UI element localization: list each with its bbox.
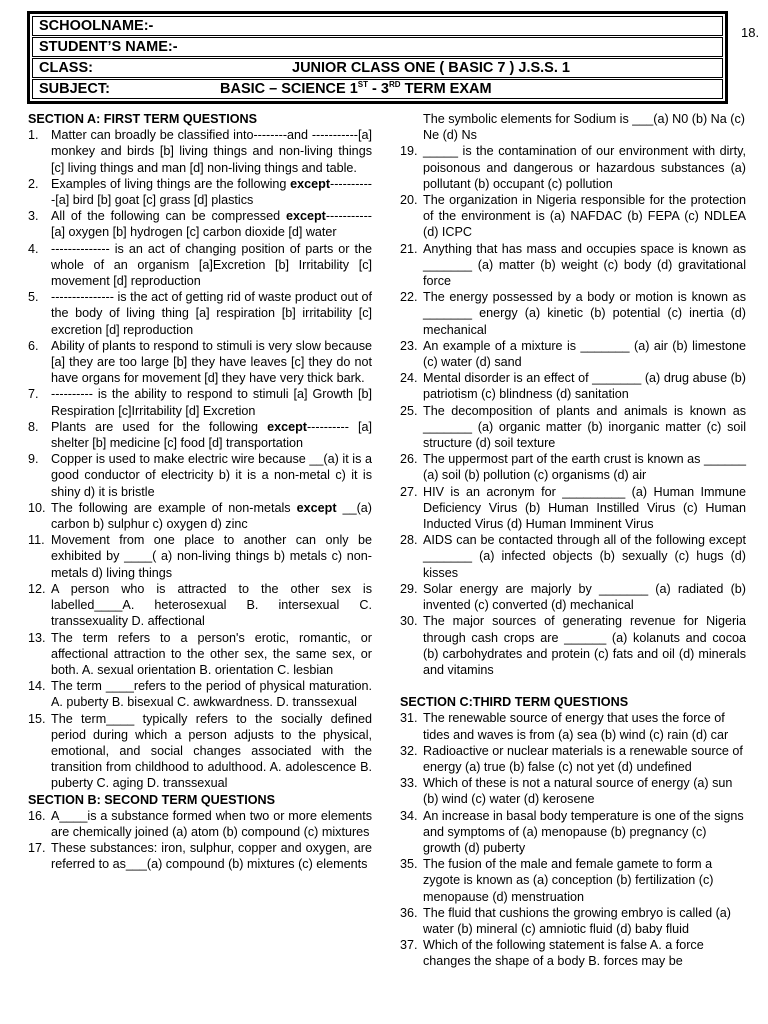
question-number: 37. [400,938,418,953]
question-item [400,192,746,241]
question-number: 23. [400,338,418,353]
question-item [400,808,746,857]
question-text: Mental disorder is an effect of _______ (a) drug abuse (b) patriotism (c) blindness (d) sanitation [423,371,746,402]
section-heading: SECTION C:THIRD TERM QUESTIONS [400,695,629,710]
question-text: Which of the following statement is false A. a force changes the shape of a body B. forces may be [423,938,704,969]
question-item [400,451,746,483]
emphasis-except: except [267,419,307,434]
question-item [400,241,746,290]
question-number: 7. [28,387,39,402]
question-number: 2. [28,176,39,191]
question-text: A____is a substance formed when two or more elements are chemically joined (a) atom (b) compound (c) mixtures [51,808,372,839]
question-item [400,484,746,533]
question-number: 27. [400,484,418,499]
question-number: 12. [28,581,46,596]
exam-header-box [27,11,728,104]
spacer [400,678,746,694]
question-number: 15. [28,711,46,726]
question-number: 17. [28,841,46,856]
question-text: The term ____refers to the period of physical maturation. A. puberty B. bisexual C. awkwardness. D. transsexual [51,679,372,710]
question-item [400,532,746,581]
question-number: 5. [28,290,39,305]
question-text: The energy possessed by a body or motion is known as _______ energy (a) kinetic (b) potential (c) inertia (d) mechanical [423,290,746,337]
question-text: The major sources of generating revenue for Nigeria through cash crops are ______ (a) kolanuts and cocoa (b) carbohydrates and protein (c) fats and oil (d) minerals and vitamins [423,614,746,677]
class-value: JUNIOR CLASS ONE ( BASIC 7 ) J.S.S. 1 [292,60,570,76]
question-number: 28. [400,533,418,548]
question-item [28,338,372,387]
question-text: Matter can broadly be classified into--------and -----------[a] monkey and birds [b] living things and non-living things [c] living things and man [d] non-living things and table. [51,128,372,175]
question-number: 35. [400,857,418,872]
school-name-row [32,16,723,36]
question-text: An example of a mixture is _______ (a) air (b) limestone (c) water (d) sand [423,338,746,370]
question-item [400,905,746,937]
emphasis-except: except [296,500,337,515]
question-item [28,500,372,532]
question-number: 14. [28,679,46,694]
question-number: 36. [400,905,418,920]
question-item [28,808,372,840]
question-number: 29. [400,581,418,596]
question-item [400,581,746,613]
question-text: Examples of living things are the following except-----------[a] bird [b] goat [c] grass [d] plastics [51,176,372,208]
question-number: 26. [400,452,418,467]
question-text: Radioactive or nuclear materials is a renewable source of energy (a) true (b) false (c) not yet (d) undefined [423,743,743,774]
student-name-label: STUDENT’S NAME:- [39,39,178,55]
question-text: Ability of plants to respond to stimuli is very slow because [a] they are too large [b] they have leaves [c] they do not have organs for movement [d] they have very thick bark. [51,338,372,386]
question-item [400,143,746,192]
question-text: Which of these is not a natural source of energy (a) sun (b) wind (c) water (d) kerosene [423,776,733,807]
question-item [28,581,372,630]
question-text: The term refers to a person's erotic, romantic, or affectional attraction to the other sex, the same sex, or both. A. sexual orientation B. orientation C. lesbian [51,630,372,677]
question-item [28,176,372,208]
question-number: 31. [400,711,418,726]
question-text: Copper is used to make electric wire because __(a) it is a good conductor of electricity b) it is a non-metal c) it is shiny d) it is bristle [51,452,372,499]
section-heading: SECTION B: SECOND TERM QUESTIONS [28,792,275,807]
question-text: Solar energy are majorly by _______ (a) radiated (b) invented (c) converted (d) mechanical [423,581,746,613]
question-item [400,613,746,678]
question-text: The decomposition of plants and animals is known as _______ (a) organic matter (b) inorganic matter (c) soil structure (d) soil texture [423,403,746,451]
question-text: An increase in basal body temperature is one of the signs and symptoms of (a) menopause (b) pregnancy (c) growth (d) puberty [423,808,744,855]
question-number: 1. [28,128,39,143]
question-text: Movement from one place to another can only be exhibited by ____( a) non-living things b) metals c) non-metals d) living things [51,533,372,580]
question-text: The uppermost part of the earth crust is known as ______ (a) soil (b) pollution (c) organisms (d) air [423,452,746,483]
question-number: 22. [400,290,418,305]
question-text: A person who is attracted to the other sex is labelled____A. heterosexual B. intersexual C. transsexuality D. affectional [51,581,372,629]
question-item [400,856,746,905]
question-number: 13. [28,630,46,645]
question-number: 34. [400,808,418,823]
question-item [28,532,372,581]
student-name-row [32,37,723,57]
question-item [400,289,746,338]
question-text: -------------- is an act of changing position of parts or the whole of an organism [a]Excretion [b] Irritability [c] movement [d] reproduction [51,241,372,289]
question-text: ---------- is the ability to respond to stimuli [a] Growth [b] Respiration [c]Irritability [d] Excretion [51,387,372,418]
question-text: The organization in Nigeria responsible for the protection of the environment is (a) NAFDAC (b) FEPA (c) NDLEA (d) ICPC [423,193,746,240]
question-item [400,743,746,775]
question-item [400,937,746,969]
question-text: Plants are used for the following except---------- [a] shelter [b] medicine [c] food [d] transportation [51,419,372,451]
class-row [32,58,723,78]
question-text: Anything that has mass and occupies space is known as _______ (a) matter (b) weight (c) body (d) gravitational force [423,241,746,289]
question-item [28,289,372,338]
question-item [28,208,372,240]
question-number: 9. [28,452,39,467]
question-number: 11. [28,533,45,548]
question-item [28,127,372,176]
question-number: 4. [28,241,39,256]
question-text: All of the following can be compressed except----------- [a] oxygen [b] hydrogen [c] carbon dioxide [d] water [51,209,372,240]
right-question-column [400,111,746,970]
question-item [400,370,746,402]
subject-row [32,79,723,99]
question-number: 24. [400,371,418,386]
question-text: The fusion of the male and female gamete to form a zygote is known as (a) conception (b) fertilization (c) menopause (d) menstruation [423,857,714,904]
emphasis-except: except [285,209,326,224]
question-number: 20. [400,193,418,208]
question-number: 19. [400,144,418,159]
question-text: HIV is an acronym for _________ (a) Human Immune Deficiency Virus (b) Human Instilled Virus (c) Human Inducted Virus (d) Human Imminent Virus [423,484,746,532]
question-item [400,775,746,807]
question-number: 16. [28,808,46,823]
subject-value: BASIC – SCIENCE 1ST - 3RD TERM EXAM [220,80,492,97]
subject-label: SUBJECT: [39,81,110,97]
section-heading: SECTION A: FIRST TERM QUESTIONS [28,112,258,126]
question-text: _____ is the contamination of our environment with dirty, poisonous and dangerous or hazardous substances (a) pollutant (b) occupant (c) pollution [423,144,746,191]
question-number: 6. [28,338,39,353]
question-item [28,630,372,679]
question-text: These substances: iron, sulphur, copper and oxygen, are referred to as___(a) compound (b) mixtures (c) elements [51,841,372,872]
school-name-label: SCHOOLNAME:- [39,18,154,34]
question-number: 3. [28,209,39,224]
question-number: 33. [400,776,418,791]
question-text: The term____ typically refers to the socially defined period during which a person adjusts to the physical, emotional, and social changes associated with the transition from childhood to adulthood. A. adolescence B. puberty C. aging D. transsexual [51,711,372,791]
question-number: 21. [400,241,418,256]
question-number: 8. [28,419,39,434]
question-text: The following are example of non-metals except __(a) carbon b) sulphur c) oxygen d) zinc [51,500,372,532]
question-text: AIDS can be contacted through all of the following except _______ (a) infected objects (b) sexually (c) hugs (d) kisses [423,533,746,580]
question-item [28,241,372,290]
question-item [28,451,372,500]
question-item [400,403,746,452]
question-number: 30. [400,614,418,629]
question-number: 10. [28,500,46,515]
question-item [28,711,372,792]
question-item [400,710,746,742]
question-text: The renewable source of energy that uses the force of tides and waves is from (a) sea (b) wind (c) rain (d) car [423,711,729,742]
class-label: CLASS: [39,60,93,76]
question-number: 32. [400,743,418,758]
left-question-column [28,111,372,873]
question-number: 25. [400,403,418,418]
question-text: The fluid that cushions the growing embryo is called (a) water (b) mineral (c) amniotic fluid (d) baby fluid [423,905,731,936]
question-continuation: The symbolic elements for Sodium is ___(a) N0 (b) Na (c) Ne (d) Ns [423,112,745,143]
question-item [28,419,372,451]
question-item [28,678,372,710]
question-item [28,386,372,418]
question-text: --------------- is the act of getting rid of waste product out of the body of living thing [a] respiration [b] irritability [c] excretion [d] reproduction [51,290,372,337]
question-item [28,840,372,872]
question-item [400,338,746,370]
emphasis-except: except [290,176,331,191]
